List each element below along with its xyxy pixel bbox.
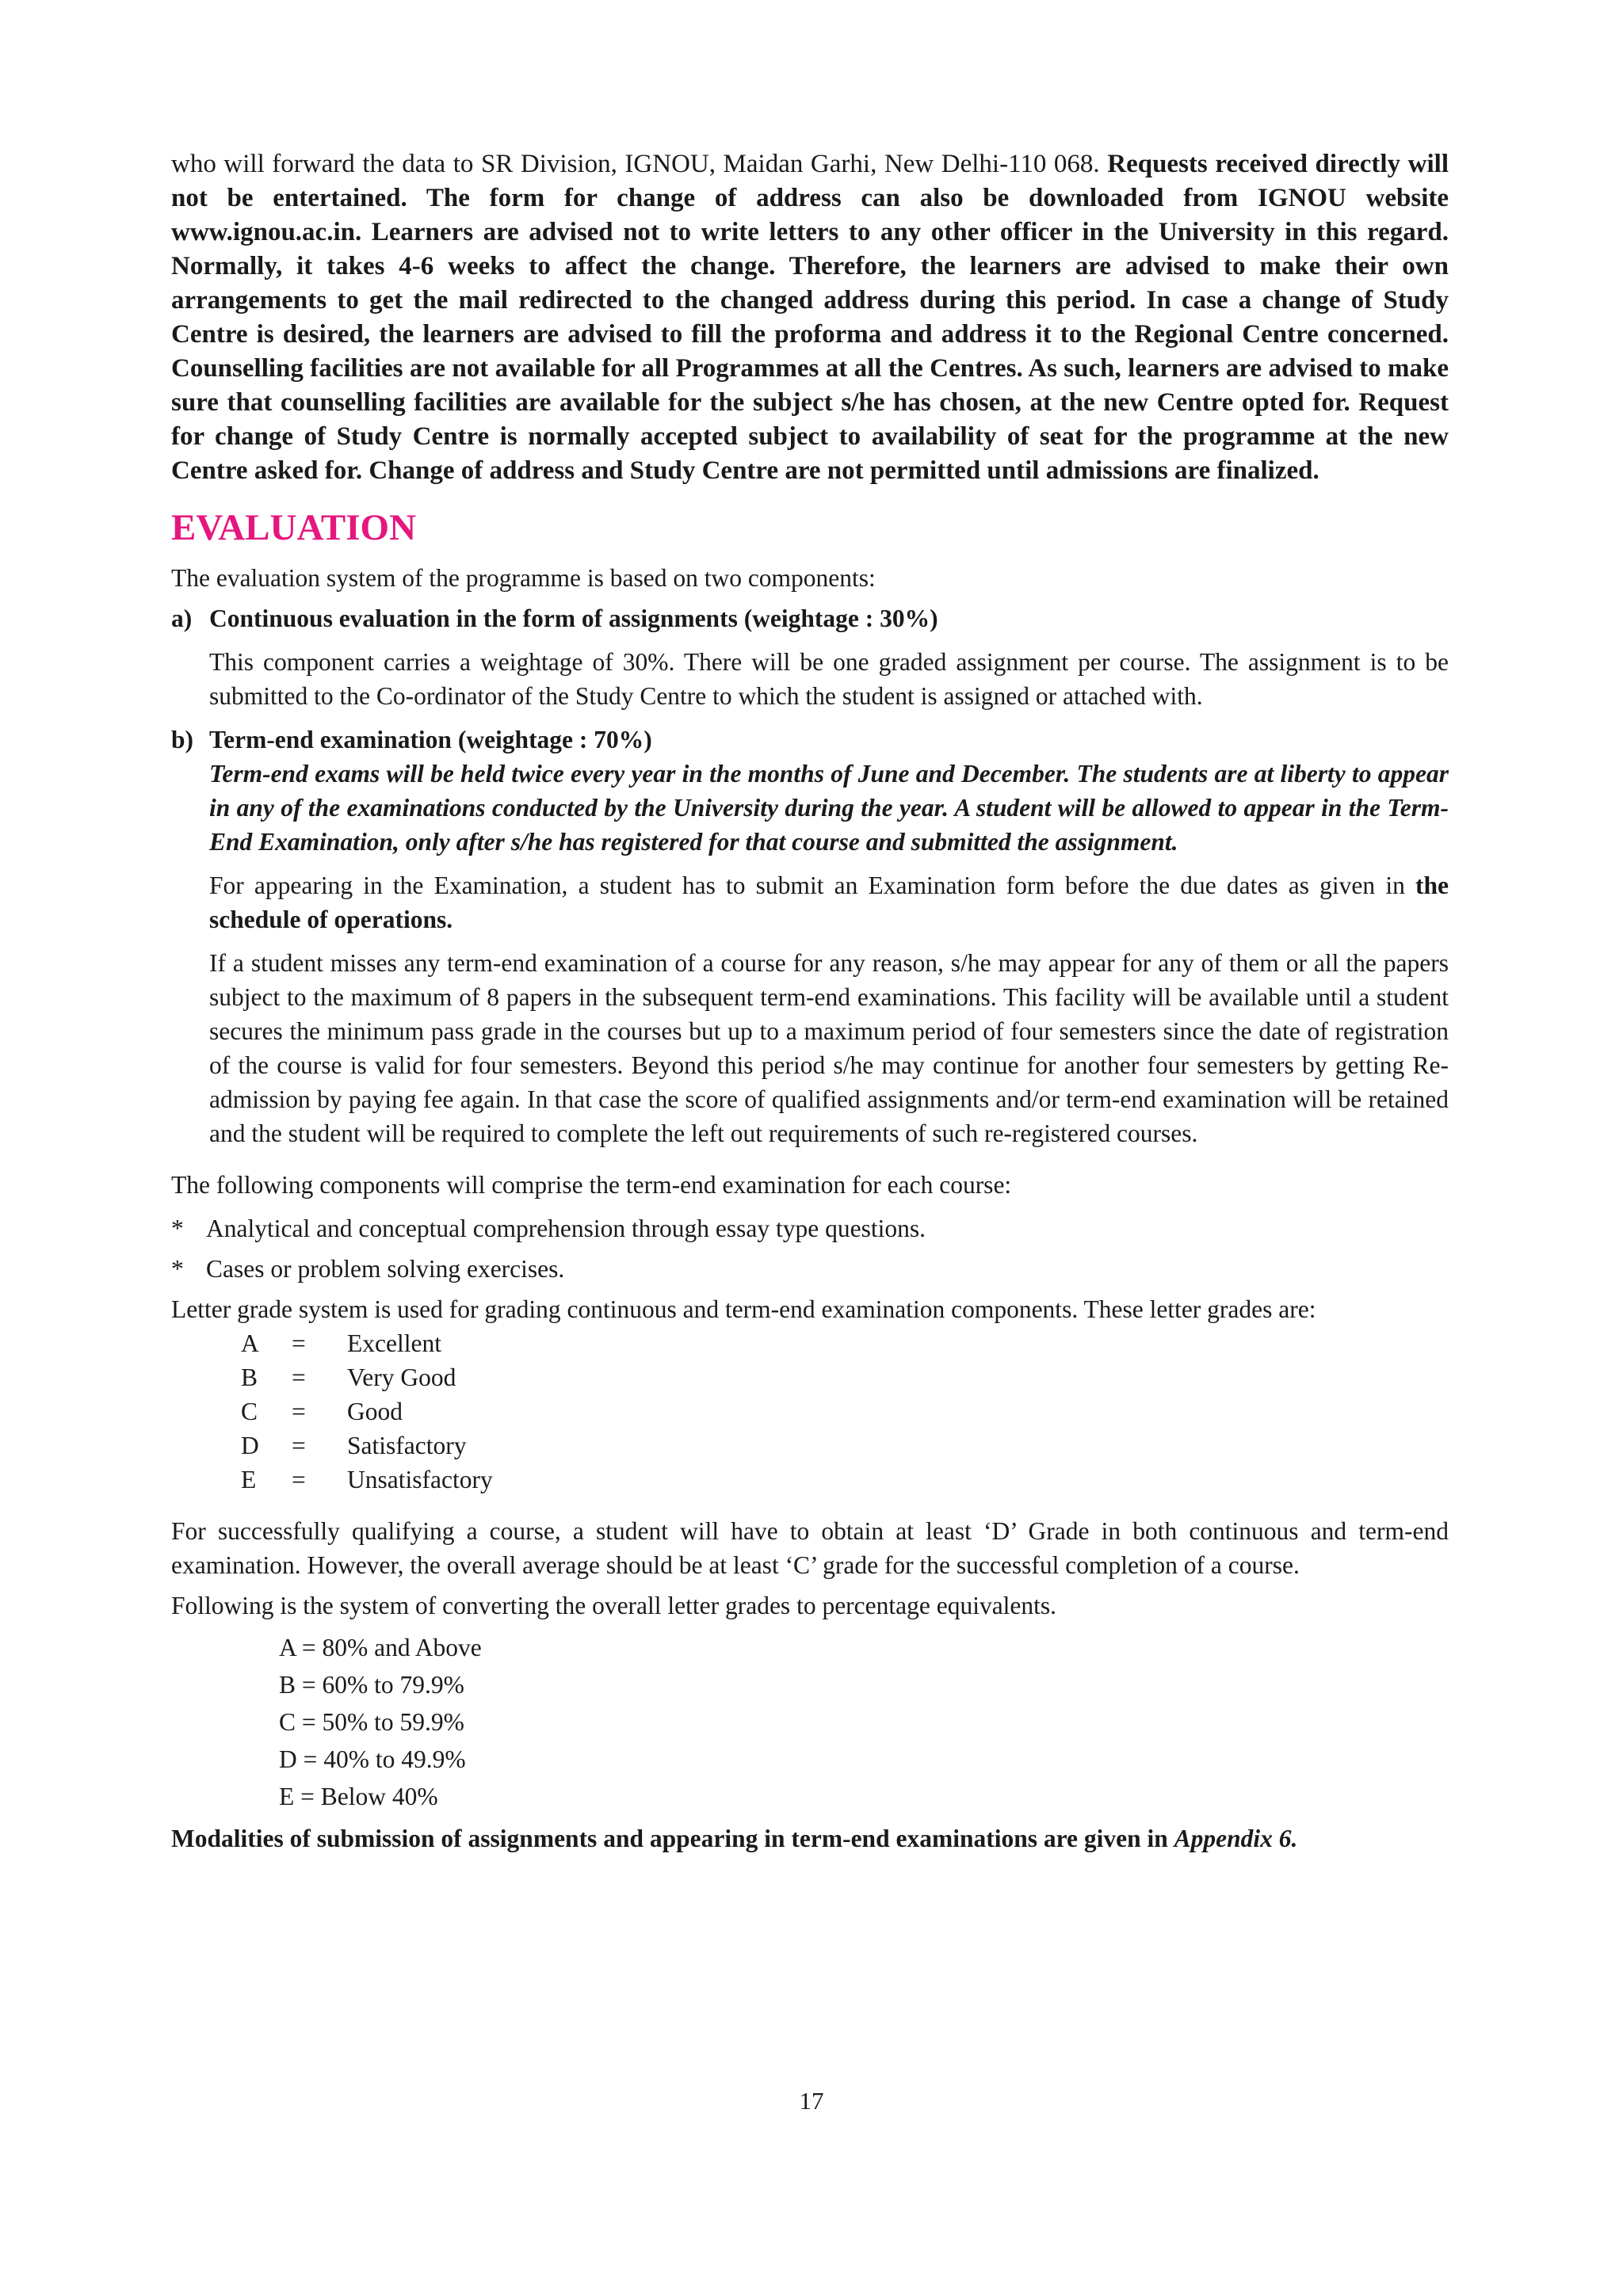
grade-meaning: Unsatisfactory (347, 1466, 493, 1493)
bullet-text: Cases or problem solving exercises. (206, 1255, 565, 1283)
intro-plain-text: who will forward the data to SR Division, IGNOU, Maidan Garhi, New Delhi-110 068. (171, 150, 1108, 178)
component-a-heading (171, 601, 1449, 635)
component-a-title: Continuous evaluation in the form of assignments (weightage : 30%) (209, 605, 938, 632)
conversion-intro: Following is the system of converting the overall letter grades to percentage equivalents. (171, 1592, 1057, 1619)
grade-row (241, 1394, 1449, 1428)
percentage-item: B = 60% to 79.9% (279, 1671, 464, 1699)
grade-equals: = (292, 1363, 306, 1391)
grade-meaning: Satisfactory (347, 1432, 467, 1459)
components-intro: The following components will comprise the term-end examination for each course: (171, 1171, 1012, 1199)
component-b-letter: b) (171, 726, 194, 753)
grade-equals: = (292, 1432, 306, 1459)
exam-form-text: For appearing in the Examination, a student has to submit an Examination form before the due dates as given in (209, 871, 1415, 899)
modalities-note (171, 1821, 1449, 1855)
grade-row (241, 1428, 1449, 1463)
bullet-item (171, 1252, 1449, 1286)
grade-meaning: Excellent (347, 1329, 441, 1357)
component-b-title: Term-end examination (weightage : 70%) (209, 726, 652, 753)
grade-row (241, 1360, 1449, 1394)
component-a-text: This component carries a weightage of 30%. There will be one graded assignment per course. The assignment is to be submitted to the Co-ordinator of the Study Centre to which the student is assigned or attached with. (209, 648, 1449, 710)
bullet-mark: * (171, 1255, 184, 1283)
section-heading: EVALUATION (171, 507, 417, 548)
grade-meaning: Good (347, 1398, 403, 1425)
component-a-letter: a) (171, 605, 193, 632)
grade-table (241, 1326, 1449, 1497)
document-page (171, 147, 1449, 1855)
schedule-of-operations: the schedule of operations. (209, 871, 1449, 933)
grade-equals: = (292, 1329, 306, 1357)
grade-equals: = (292, 1398, 306, 1425)
percentage-item: D = 40% to 49.9% (279, 1745, 466, 1773)
modalities-text: Modalities of submission of assignments and appearing in term-end examinations are given in (171, 1825, 1174, 1852)
qualify-paragraph: For successfully qualifying a course, a student will have to obtain at least ‘D’ Grade in both continuous and term-end examination. However, the overall average should be at least ‘C’ grade for the successful completion of a course. (171, 1517, 1449, 1579)
grade-letter: D (241, 1432, 259, 1459)
grade-letter: C (241, 1398, 258, 1425)
bullet-text: Analytical and conceptual comprehension through essay type questions. (206, 1215, 926, 1242)
grade-letter: A (241, 1329, 259, 1357)
percentage-item: A = 80% and Above (279, 1634, 482, 1661)
intro-bold-text: Requests received directly will not be entertained. The form for change of address can also be downloaded from IGNOU website www.ignou.ac.in. Learners are advised not to write letters to any other officer in the University in this regard. Normally, it takes 4-6 weeks to affect the change. Therefore, the learners are advised to make their own arrangements to get the mail redirected to the changed address during this period. In case a change of Study Centre is desired, the learners are advised to fill the proforma and address it to the Regional Centre concerned. Counselling facilities are not available for all Programmes at all the Centres. As such, learners are advised to make sure that counselling facilities are available for the subject s/he has chosen, at the new Centre opted for. Request for change of Study Centre is normally accepted subject to availability of seat for the programme at the new Centre asked for. Change of address and Study Centre are not permitted until admissions are finalized. (171, 150, 1449, 485)
appendix-reference: Appendix 6. (1174, 1825, 1298, 1852)
evaluation-intro: The evaluation system of the programme is based on two components: (171, 564, 876, 592)
bullet-mark: * (171, 1215, 184, 1242)
grade-row (241, 1326, 1449, 1360)
grade-meaning: Very Good (347, 1363, 456, 1391)
percentage-list (279, 1629, 1449, 1815)
exam-form-paragraph (209, 868, 1449, 936)
component-b-italic-text: Term-end exams will be held twice every year in the months of June and December. The students are at liberty to appear in any of the examinations conducted by the University during the year. A student will be allowed to appear in the Term-End Examination, only after s/he has registered for that course and submitted the assignment. (209, 760, 1449, 856)
missed-exam-paragraph: If a student misses any term-end examination of a course for any reason, s/he may appear for any of them or all the papers subject to the maximum of 8 papers in the subsequent term-end examinations. This facility will be available until a student secures the minimum pass grade in the courses but up to a maximum period of four semesters since the date of registration of the course is valid for four semesters. Beyond this period s/he may continue for another four semesters by getting Re-admission by paying fee again. In that case the score of qualified assignments and/or term-end examination will be retained and the student will be required to complete the left out requirements of such re-registered courses. (209, 949, 1449, 1147)
grade-equals: = (292, 1466, 306, 1493)
grade-intro: Letter grade system is used for grading continuous and term-end examination components. These letter grades are: (171, 1295, 1316, 1323)
component-b-heading (171, 723, 1449, 757)
grade-letter: B (241, 1363, 258, 1391)
grade-row (241, 1463, 1449, 1497)
grade-letter: E (241, 1466, 257, 1493)
bullet-item (171, 1211, 1449, 1245)
percentage-item: C = 50% to 59.9% (279, 1708, 464, 1736)
intro-paragraph (171, 147, 1449, 488)
percentage-item: E = Below 40% (279, 1783, 438, 1810)
page-number: 17 (799, 2087, 824, 2115)
